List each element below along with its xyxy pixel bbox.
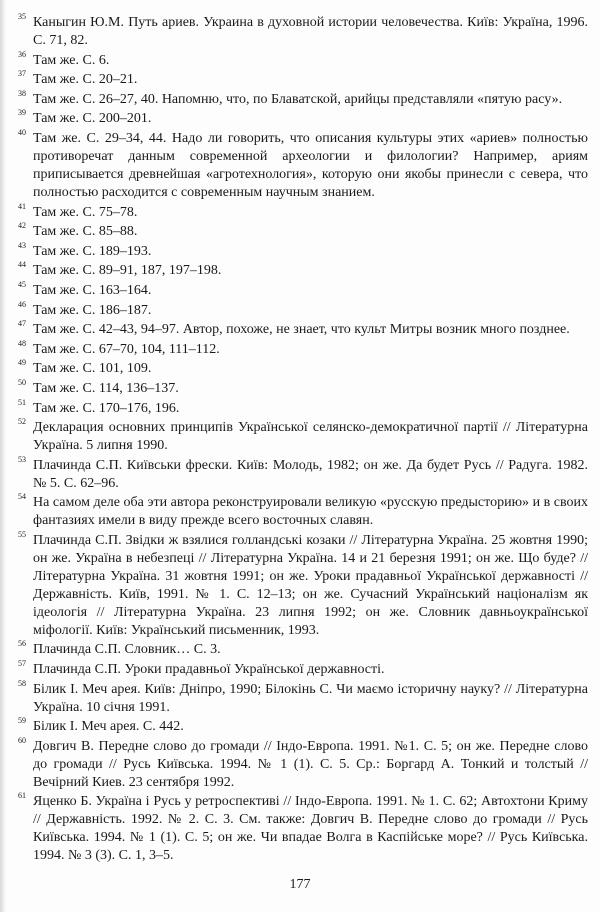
footnote-number: 52 — [18, 417, 26, 427]
footnote-number: 42 — [18, 221, 26, 231]
footnote-text: Там же. С. 89–91, 187, 197–198. — [33, 263, 222, 279]
footnote-39 — [18, 110, 588, 128]
footnote-number: 50 — [18, 377, 26, 387]
footnote-36 — [18, 49, 588, 70]
footnote-number: 49 — [18, 358, 26, 368]
footnote-number: 56 — [18, 639, 26, 649]
footnote-60 — [18, 735, 588, 792]
footnote-35 — [18, 14, 588, 50]
footnote-54 — [18, 494, 588, 530]
page-number: 177 — [289, 877, 311, 892]
footnote-44 — [18, 262, 588, 280]
footnote-number: 59 — [18, 716, 26, 726]
footnote-text: Плачинда С.П. Звідки ж взялися голландські козаки // Літературна Україна. 25 жовтня 1990; он же. Україна в небезпеці // Літературна Україна. 14 и 21 березня 1991; он же. Що буде? //Літературна Україна. 31 жовтня 1991; он же. Уроки прадавньої Української державності // Державність. Київ, 1991. № 1. С. 12–13; он же. Сучасний Український націоналізм як ідеологія // Літературна Україна. 23 липня 1992; он же. Словник давньоукраїнської міфології. Київ: Український письменник, 1993. — [33, 532, 588, 638]
footnote-41 — [18, 201, 588, 222]
footnote-number: 40 — [18, 127, 26, 137]
footnote-text: На самом деле оба эти автора реконструировали великую «русскую предысторию» и в своих фантазиях имели в виду прежде всего восточных славян. — [33, 495, 588, 529]
footnote-text: Декларация основних принципів Української селянско-демократичної партії // Літературна Україна. 5 липня 1990. — [33, 420, 588, 454]
footnote-number: 39 — [18, 108, 26, 118]
footnote-50 — [18, 377, 588, 398]
footnote-text: Там же. С. 163–164. — [33, 282, 152, 298]
footnote-text: Там же. С. 200–201. — [33, 111, 152, 127]
footnote-text: Там же. С. 67–70, 104, 111–112. — [33, 341, 220, 357]
footnote-text: Плачинда С.П. Словник… С. 3. — [33, 642, 221, 658]
footnote-text: Там же. С. 170–176, 196. — [33, 400, 180, 416]
footnote-37 — [18, 71, 588, 89]
footnote-number: 55 — [18, 529, 26, 539]
footnote-text: Плачинда С.П. Уроки прадавньої Української державності. — [33, 662, 385, 678]
footnote-number: 46 — [18, 299, 26, 309]
footnote-text: Там же. С. 75–78. — [33, 204, 138, 220]
footnote-number: 57 — [18, 659, 26, 669]
footnotes-list — [18, 14, 588, 867]
footnote-number: 38 — [18, 88, 26, 98]
footnote-55 — [18, 529, 588, 640]
footnote-number: 60 — [18, 735, 26, 745]
footnote-number: 35 — [18, 12, 26, 21]
footnote-text: Білик І. Меч арея. С. 442. — [33, 719, 184, 735]
footnote-52 — [18, 419, 588, 455]
footnote-text: Білик І. Меч арея. Київ: Дніпро, 1990; Білокінь С. Чи маємо історичну науку? // Літературна Україна. 10 січня 1991. — [33, 681, 588, 715]
footnote-text: Яценко Б. Україна і Русь у ретроспективі // Індо-Европа. 1991. № 1. С. 62; Автохтони Криму // Державність. 1992. № 2. С. 3. См. также: Довгич В. Передне слово до громади // Русь Київська. 1994. № 1 (1). С. 5; он же. Чи впадае Волга в Каспійське море? // Русь Київська. 1994. № 3 (3). С. 1, 3–5. — [33, 794, 588, 864]
footnote-number: 36 — [18, 49, 26, 59]
footnote-61 — [18, 793, 588, 865]
footnote-text: Каныгин Ю.М. Путь ариев. Украина в духовной истории человечества. Київ: Україна, 1996. С. 71, 82. — [33, 15, 588, 48]
footnote-text: Там же. С. 189–193. — [33, 243, 152, 259]
footnote-text: Там же. С. 186–187. — [33, 302, 152, 318]
footnote-number: 53 — [18, 454, 26, 464]
footnote-46 — [18, 299, 588, 320]
footnote-text: Плачинда С.П. Київськи фрески. Київ: Молодь, 1982; он же. Да будет Русь // Радуга. 1982. № 5. С. 62–96. — [33, 457, 588, 491]
footnote-43 — [18, 240, 588, 261]
footnote-text: Там же. С. 29–34, 44. Надо ли говорить, что описания культуры этих «ариев» полностью противоречат данным современной археологии и филологии? Например, ариям приписывается древнейшая «агротехнология», которую они якобы принесли с севера, что полностью расходится с современным научным знанием. — [33, 130, 588, 200]
footnote-51 — [18, 397, 588, 418]
footnote-number: 43 — [18, 240, 26, 250]
footnote-49 — [18, 360, 588, 378]
footnote-59 — [18, 718, 588, 736]
footnote-number: 37 — [18, 69, 26, 79]
footnote-number: 48 — [18, 338, 26, 348]
footnote-text: Там же. С. 26–27, 40. Напомню, что, по Блаватской, арийцы представляли «пятую расу». — [33, 91, 563, 107]
footnote-56 — [18, 641, 588, 659]
footnote-number: 47 — [18, 319, 26, 329]
footnote-text: Довгич В. Передне слово до громади // Індо-Европа. 1991. №1. С. 5; он же. Передне слово до громади // Русь Київська. 1994. № 1 (1). С. 5. Ср.: Боргард А. Тонкий и толстый // Вечірний Киев. 23 сентября 1992. — [33, 738, 588, 790]
footnote-48 — [18, 338, 588, 359]
footnote-number: 41 — [18, 201, 26, 211]
footnote-text: Там же. С. 85–88. — [33, 224, 138, 240]
footnote-number: 54 — [18, 492, 26, 502]
footnote-text: Там же. С. 6. — [33, 52, 110, 68]
footnote-42 — [18, 223, 588, 241]
footnote-58 — [18, 678, 588, 717]
page-edge-shadow — [0, 0, 6, 912]
footnote-number: 45 — [18, 279, 26, 289]
footnote-47 — [18, 321, 588, 339]
footnote-number: 44 — [18, 260, 26, 270]
footnote-number: 51 — [18, 397, 26, 407]
footnote-40 — [18, 127, 588, 202]
footnote-text: Там же. С. 20–21. — [33, 72, 138, 88]
footnote-57 — [18, 661, 588, 679]
footnote-text: Там же. С. 114, 136–137. — [33, 380, 179, 396]
footnote-45 — [18, 279, 588, 300]
footnote-38 — [18, 88, 588, 109]
footnote-number: 58 — [18, 678, 26, 688]
footnote-text: Там же. С. 42–43, 94–97. Автор, похоже, не знает, что культ Митры возник много позднее. — [33, 322, 570, 338]
footnote-text: Там же. С. 101, 109. — [33, 361, 152, 377]
footnote-53 — [18, 454, 588, 493]
footnote-number: 61 — [18, 791, 26, 801]
